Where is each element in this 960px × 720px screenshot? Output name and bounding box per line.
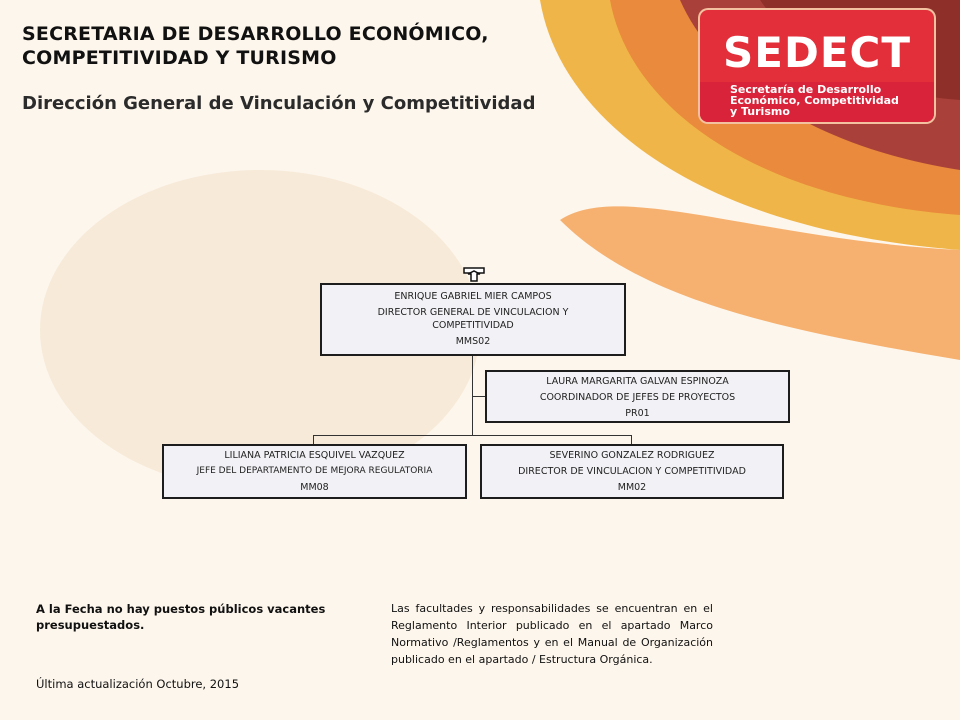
legal-note: Las facultades y responsabilidades se encuentran en el Reglamento Interior publicado en el apartado Marco Normativo /Reglamentos y en el Manual de Organización publicado en el apartado / Estructura Orgánica.	[391, 602, 713, 666]
page-title	[22, 22, 489, 70]
title-line-1: SECRETARIA DE DESARROLLO ECONÓMICO,	[22, 23, 489, 45]
connector-coordinator	[472, 396, 486, 397]
coordinator-code: PR01	[625, 408, 650, 419]
org-box-director[interactable]	[320, 283, 626, 356]
left-report-position: JEFE DEL DEPARTAMENTO DE MEJORA REGULATORIA	[196, 466, 433, 476]
org-box-vinculacion[interactable]	[480, 444, 784, 499]
connector-horizontal	[313, 435, 632, 436]
right-report-name: SEVERINO GONZALEZ RODRIGUEZ	[549, 450, 715, 461]
logo-tagline-line-1: Secretaría de Desarrollo	[730, 83, 882, 96]
sedect-logo	[700, 10, 934, 122]
director-position: DIRECTOR GENERAL DE VINCULACION Y COMPETITIVIDAD	[377, 307, 569, 331]
logo-name: SEDECT	[723, 28, 911, 77]
org-box-coordinator[interactable]	[485, 370, 790, 423]
logo-tagline	[730, 84, 920, 117]
vacancies-note: A la Fecha no hay puestos públicos vacantes presupuestados.	[36, 602, 326, 632]
coordinator-position: COORDINADOR DE JEFES DE PROYECTOS	[539, 392, 736, 403]
org-box-mejora-regulatoria[interactable]	[162, 444, 467, 499]
director-name: ENRIQUE GABRIEL MIER CAMPOS	[394, 291, 552, 302]
coordinator-name: LAURA MARGARITA GALVAN ESPINOZA	[546, 376, 729, 387]
logo-band	[700, 82, 934, 122]
logo-tagline-line-2: Económico, Competitividad	[730, 94, 899, 107]
left-report-name: LILIANA PATRICIA ESQUIVEL VAZQUEZ	[224, 450, 405, 461]
director-code: MMS02	[455, 336, 491, 347]
last-update: Última actualización Octubre, 2015	[36, 677, 240, 691]
right-report-position: DIRECTOR DE VINCULACION Y COMPETITIVIDAD	[518, 466, 746, 477]
title-line-2: COMPETITIVIDAD Y TURISMO	[22, 47, 337, 69]
home-icon[interactable]	[463, 267, 485, 283]
logo-tagline-line-3: y Turismo	[730, 105, 790, 118]
right-report-code: MM02	[617, 482, 647, 493]
left-report-code: MM08	[300, 482, 329, 493]
page-subtitle: Dirección General de Vinculación y Competitividad	[22, 93, 536, 114]
